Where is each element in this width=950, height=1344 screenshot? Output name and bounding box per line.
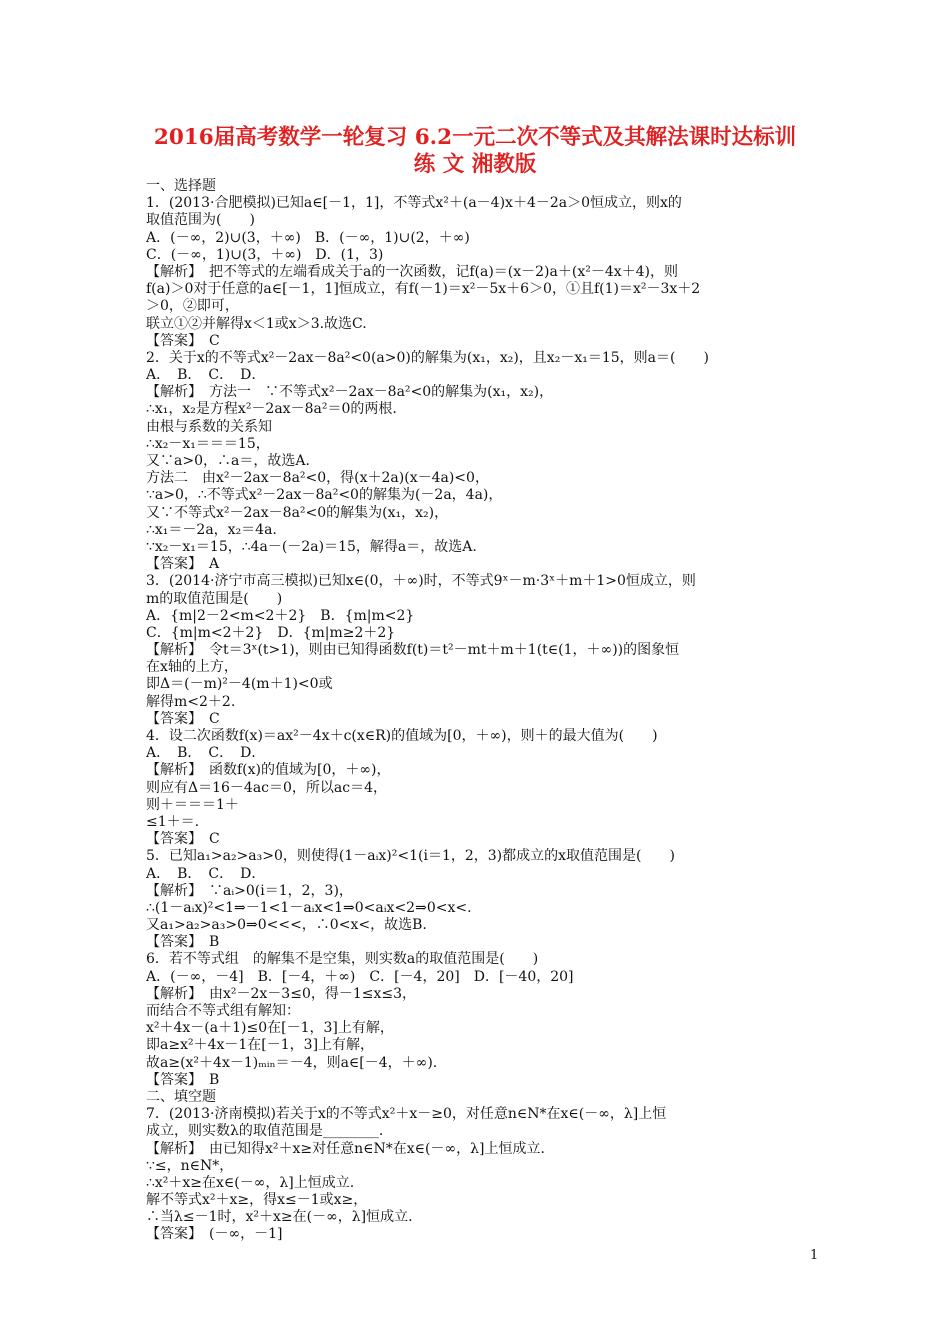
document-title [100,124,850,178]
text-line: 【解析】 由x²－2x－3≤0，得－1≤x≤3， [146,985,417,1002]
text-line: 又a₁>a₂>a₃>0⇒0<<<，∴0<x<，故选B. [146,917,427,934]
text-line: A．(－∞，2)∪(3，＋∞) B．(－∞，1)∪(2，＋∞) [146,229,470,246]
title-line-1: 2016届高考数学一轮复习 6.2一元二次不等式及其解法课时达标训 [153,125,797,150]
text-line: 一、选择题 [146,178,216,194]
text-line: ＞0，②即可， [146,298,239,315]
text-line: 【答案】 C [146,332,220,349]
text-line: 【答案】 C [146,710,220,727]
text-line: C．(－∞，1)∪(3，＋∞) D．(1，3) [146,246,384,263]
text-line: 方法二 由x²－2ax－8a²<0，得(x＋2a)(x－4a)<0， [146,470,489,487]
text-line: 解不等式x²＋x≥，得x≤－1或x≥， [146,1192,368,1209]
text-line: 在x轴的上方， [146,659,238,676]
text-line: A． B． C． D． [146,865,266,882]
text-line: 联立①②并解得x＜1或x＞3.故选C. [146,315,367,332]
text-line: 故a≥(x²＋4x－1)ₘᵢₙ＝－4，则a∈[－4，＋∞). [146,1054,438,1071]
text-line: 又∵a>0，∴a＝，故选A. [146,453,310,469]
text-line: 【答案】 (－∞，－1] [146,1226,283,1243]
text-line: A．(－∞，－4] B．[－4，＋∞) C．[－4，20] D．[－40，20] [146,968,574,985]
text-line: 7．(2013·济南模拟)若关于x的不等式x²＋x－≥0，对任意n∈N*在x∈(－∞，λ]上恒 [146,1106,667,1123]
text-line: A． B． C． D． [146,367,266,384]
text-line: 解得m<2＋2. [146,693,236,710]
text-line: 【解析】 ∵aᵢ>0(i＝1，2，3)， [146,882,353,899]
text-line: A． B． C． D． [146,745,266,762]
text-line: A．{m|2－2<m<2＋2} B．{m|m<2} [146,607,415,624]
text-line: 3．(2014·济宁市高三模拟)已知x∈(0，＋∞)时，不等式9ˣ－m·3ˣ＋m＋1>0恒成立，则 [146,573,696,590]
text-line: C．{m|m<2＋2} D．{m|m≥2＋2} [146,624,396,641]
text-line: 而结合不等式组有解知： [146,1003,300,1019]
text-line: 6．若不等式组 的解集不是空集，则实数a的取值范围是( ) [146,951,539,968]
text-line: m的取值范围是( ) [146,590,283,607]
text-line: 【解析】 方法一 ∵不等式x²－2ax－8a²<0的解集为(x₁，x₂)， [146,384,554,401]
text-line: 成立，则实数λ的取值范围是________. [146,1123,384,1140]
text-line: f(a)＞0对于任意的a∈[－1，1]恒成立，有f(－1)＝x²－5x＋6＞0，①且f(1)＝x²－3x＋2 [146,281,701,298]
text-line: 则＋＝＝＝1＋ [146,796,239,813]
document-body [146,178,814,1244]
text-line: 1．(2013·合肥模拟)已知a∈[－1，1]，不等式x²＋(a－4)x＋4－2a＞0恒成立，则x的 [146,195,682,212]
text-line: ∴x₁＝－2a，x₂＝4a. [146,521,277,538]
text-line: 【答案】 B [146,1071,220,1088]
title-line-2: 练 文 湘教版 [413,152,537,177]
text-line: 【答案】 C [146,831,220,848]
text-line: 【解析】 由已知得x²＋x≥对任意n∈N*在x∈(－∞，λ]上恒成立. [146,1140,545,1157]
text-line: 【解析】 函数f(x)的值域为[0，＋∞)， [146,762,391,779]
text-line: 即a≥x²＋4x－1在[－1，3]上有解， [146,1037,375,1054]
text-line: ≤1＋＝. [146,813,200,830]
text-line: ∴(1－aᵢx)²<1⇒－1<1－aᵢx<1⇒0<aᵢx<2⇒0<x<. [146,899,472,916]
text-line: 5．已知a₁>a₂>a₃>0，则使得(1－aᵢx)²<1(i＝1，2，3)都成立的x取值范围是( ) [146,848,675,865]
text-line: 【解析】 把不等式的左端看成关于a的一次函数，记f(a)＝(x－2)a＋(x²－4x＋4)，则 [146,263,679,280]
text-line: ∵≤，n∈N*， [146,1157,234,1174]
text-line: ∴当λ≤－1时，x²＋x≥在(－∞，λ]恒成立. [146,1209,413,1226]
text-line: 即Δ＝(－m)²－4(m＋1)<0或 [146,676,333,693]
text-line: 二、填空题 [146,1088,216,1105]
text-line: 由根与系数的关系知 [146,418,272,435]
text-line: 则应有Δ＝16－4ac＝0，所以ac＝4， [146,779,388,796]
text-line: 【答案】 B [146,934,220,951]
text-line: ∴x²＋x≥在x∈(－∞，λ]上恒成立. [146,1174,355,1191]
text-line: ∴x₁，x₂是方程x²－2ax－8a²＝0的两根. [146,401,397,418]
page-number: 1 [810,1248,819,1263]
text-line: ∴x₂－x₁＝＝＝15， [146,435,270,452]
text-line: 取值范围为( ) [146,212,255,229]
text-line: ∵x₂－x₁＝15，∴4a－(－2a)＝15，解得a＝，故选A. [146,538,477,555]
text-line: ∵a>0，∴不等式x²－2ax－8a²<0的解集为(－2a，4a)， [146,487,503,504]
text-line: 又∵不等式x²－2ax－8a²<0的解集为(x₁，x₂)， [146,504,449,521]
text-line: 2．关于x的不等式x²－2ax－8a²<0(a>0)的解集为(x₁，x₂)，且x₂－x₁＝15，则a＝( ) [146,349,709,366]
text-line: 【解析】 令t＝3ˣ(t>1)，则由已知得函数f(t)＝t²－mt＋m＋1(t∈(1，＋∞))的图象恒 [146,642,680,659]
text-line: 【答案】 A [146,556,220,573]
text-line: x²＋4x－(a＋1)≤0在[－1，3]上有解， [146,1020,394,1037]
text-line: 4．设二次函数f(x)＝ax²－4x＋c(x∈R)的值域为[0，＋∞)，则＋的最大值为( ) [146,728,658,744]
